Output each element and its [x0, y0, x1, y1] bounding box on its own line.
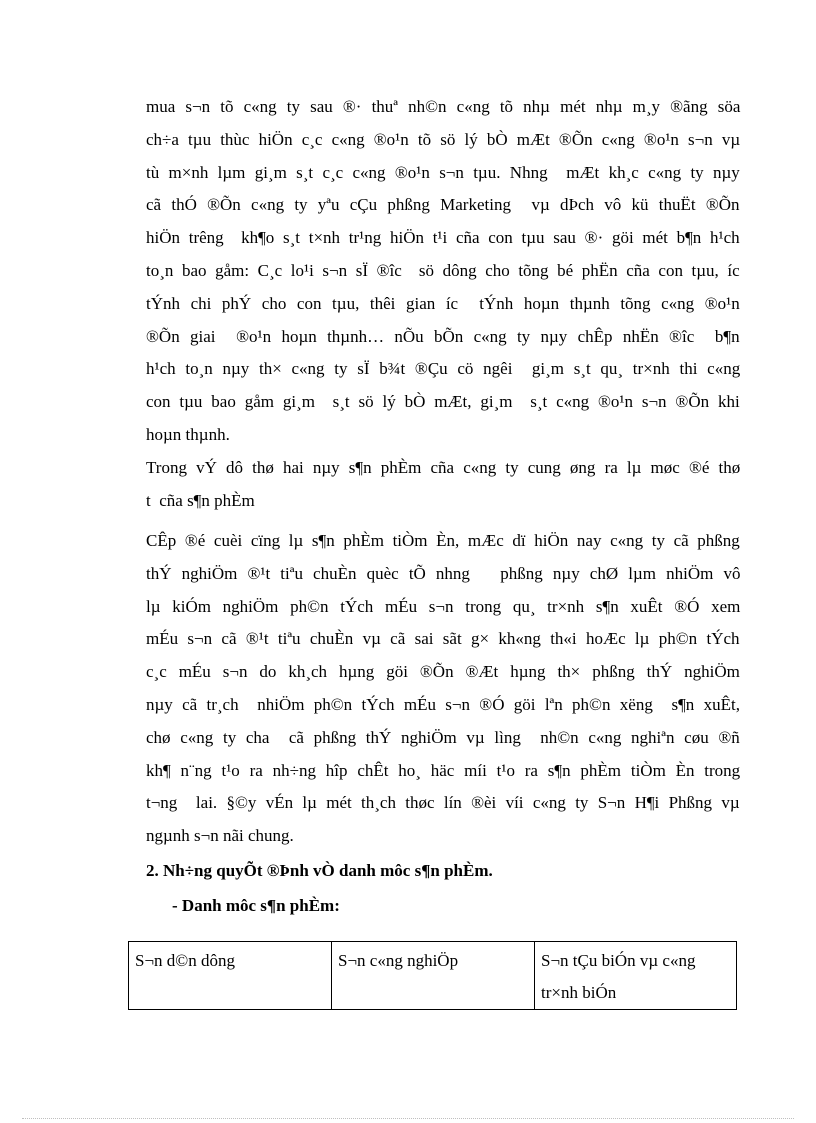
text-line: hiÖn trêng kh¶o s¸t t×nh tr¹ng hiÖn t¹i cña con tµu sau ®· göi mét b¶n h¹ch [146, 228, 740, 248]
text-line: tù m×nh lµm gi¸m s¸t c¸c c«ng ®o¹n s¬n tµu. Nhng mÆt kh¸c c«ng ty nµy [146, 162, 740, 182]
subsection-heading: - Danh môc s¶n phÈm: [172, 896, 340, 915]
product-category-table [128, 941, 737, 1010]
table-cell: S¬n tÇu biÓn vµ c«ng tr×nh biÓn [535, 942, 737, 1010]
text-line: lµ kiÓm nghiÖm ph©n tÝch mÉu s¬n trong qu¸ tr×nh s¶n xuÊt ®Ó xem [146, 596, 741, 616]
text-line: to¸n bao gåm: C¸c lo¹i s¬n sÏ ®îc sö dông cho tõng bé phËn cña con tµu, íc [146, 260, 740, 280]
text-line: hoµn thµnh. [146, 424, 230, 444]
text-line: ngµnh s¬n nãi chung. [146, 826, 294, 846]
text-line: tÝnh chi phÝ cho con tµu, thêi gian íc tÝnh hoµn thµnh tõng c«ng ®o¹n [146, 293, 740, 313]
paragraph-3 [146, 525, 740, 853]
text-line: ®Õn giai ®o¹n hoµn thµnh… nÕu bÕn c«ng ty nµy chÊp nhËn ®îc b¶n [146, 326, 740, 346]
section-heading: 2. Nh÷ng quyÕt ®Þnh vÒ danh môc s¶n phÈm. [146, 861, 493, 880]
paragraph-2 [146, 452, 740, 518]
paragraph-1 [146, 91, 740, 452]
text-line: t¬ng lai. §©y vÉn lµ mét th¸ch thøc lín ®èi víi c«ng ty S¬n H¶i Phßng vµ [146, 793, 740, 813]
table-row [129, 942, 737, 1010]
text-line: ch÷a tµu thùc hiÖn c¸c c«ng ®o¹n tõ sö lý bÒ mÆt ®Õn c«ng ®o¹n s¬n vµ [146, 129, 741, 149]
text-line: thÝ nghiÖm ®¹t tiªu chuÈn quèc tÕ nhng phßng nµy chØ lµm nhiÖm vô [146, 563, 741, 583]
text-line: kh¶ n¨ng t¹o ra nh÷ng hîp chÊt ho¸ häc míi t¹o ra s¶n phÈm tiÒm Èn trong [146, 760, 741, 780]
text-line: t cña s¶n phÈm [146, 490, 255, 510]
text-line: Trong vÝ dô thø hai nµy s¶n phÈm cña c«ng ty cung øng ra lµ møc ®é thø [146, 458, 741, 477]
table-cell: S¬n d©n dông [129, 942, 332, 1010]
text-line: con tµu bao gåm gi¸m s¸t sö lý bÒ mÆt, gi¸m s¸t c«ng ®o¹n s¬n ®Õn khi [146, 392, 740, 412]
text-line: chø c«ng ty cha cã phßng thÝ nghiÖm vµ lìng nh©n c«ng nghiªn cøu ®ñ [146, 727, 740, 747]
text-line: h¹ch to¸n nµy th× c«ng ty sÏ b¾t ®Çu cö ngêi gi¸m s¸t qu¸ tr×nh thi c«ng [146, 359, 741, 379]
page-bottom-divider [22, 1118, 794, 1119]
text-line: c¸c mÉu s¬n do kh¸ch hµng göi ®Õn ®Æt hµng th× phßng thÝ nghiÖm [146, 662, 740, 682]
text-line: mÉu s¬n cã ®¹t tiªu chuÈn vµ cã sai sãt g× kh«ng th«i hoÆc lµ ph©n tÝch [146, 629, 740, 649]
text-line: mua s¬n tõ c«ng ty sau ®· thuª nh©n c«ng tõ nhµ mét nhµ m¸y ®ãng söa [146, 97, 741, 116]
text-line: nµy cã tr¸ch nhiÖm ph©n tÝch mÉu s¬n ®Ó göi lªn ph©n xëng s¶n xuÊt, [146, 694, 740, 714]
table-cell: S¬n c«ng nghiÖp [332, 942, 535, 1010]
text-line: cã thÓ ®Õn c«ng ty yªu cÇu phßng Marketing vµ dÞch vô kü thuËt ®Õn [146, 195, 740, 215]
text-line: CÊp ®é cuèi cïng lµ s¶n phÈm tiÒm Èn, mÆc dï hiÖn nay c«ng ty cã phßng [146, 531, 740, 550]
